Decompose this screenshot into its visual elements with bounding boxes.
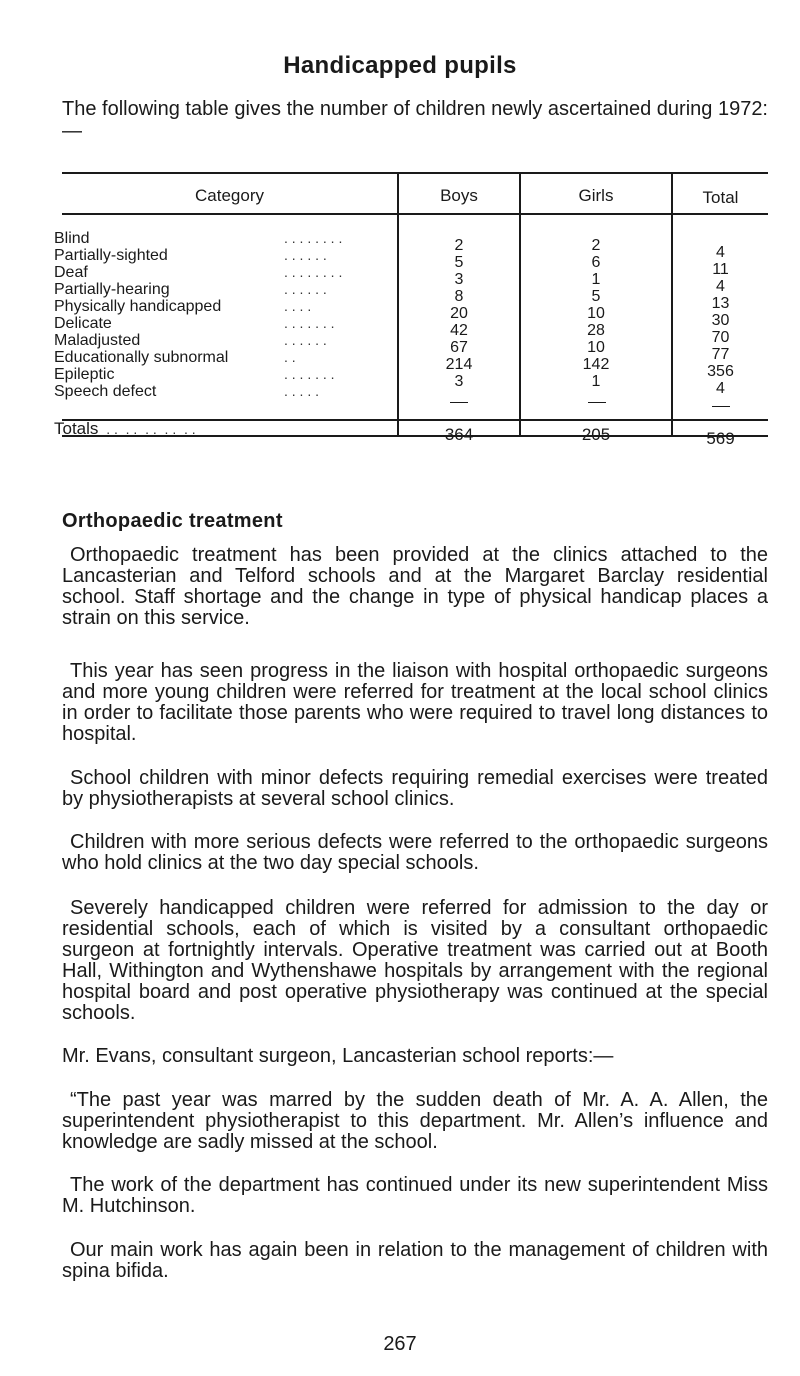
boys-cell: 2 [454, 237, 464, 254]
total-cell: 4 [716, 278, 725, 295]
quote-paragraph: The work of the department has continued under its new superintendent Miss M. Hutchinson. [62, 1174, 768, 1217]
category-label: Partially-sighted [54, 247, 168, 264]
total-cell: 4 [716, 244, 725, 261]
section-heading: Orthopaedic treatment [62, 510, 283, 532]
category-label: Deaf [54, 264, 88, 281]
boys-column [399, 237, 519, 390]
subtotal-dash [450, 402, 468, 403]
boys-cell: 5 [454, 254, 464, 271]
category-label: Partially-hearing [54, 281, 170, 298]
leader-dots: . . . . . . . . . . . . . . . . . . . . . . . . . . . . . . . . . . . . . . . . . . . . . . . . . . . . . . . . . . . [284, 230, 343, 399]
total-cell: 13 [711, 295, 730, 312]
girls-cell: 10 [587, 305, 605, 322]
paragraph: This year has seen progress in the liaison with hospital orthopaedic surgeons and more young children were referred for treatment at the local school clinics in order to facilitate those parents who were required to travel long distances to hospital. [62, 660, 768, 745]
totals-total: 569 [706, 429, 735, 448]
category-label: Speech defect [54, 383, 157, 400]
total-cell: 356 [707, 363, 734, 380]
paragraph: School children with minor defects requiring remedial exercises were treated by physiotherapists at several school clinics. [62, 767, 768, 810]
boys-cell: 42 [450, 322, 468, 339]
girls-cell: 5 [591, 288, 601, 305]
total-cell: 11 [712, 261, 729, 278]
header-category: Category [195, 186, 264, 205]
page-title: Handicapped pupils [283, 52, 517, 79]
paragraph: Severely handicapped children were referred for admission to the day or residential schools, each of which is visited by a consultant orthopaedic surgeon at fortnightly intervals. Operative treatment was carried out at Booth Hall, Withington and Wythenshawe hospitals by arrangement with the regional hospital board and post operative physiotherapy was continued at the special schools. [62, 897, 768, 1024]
totals-boys: 364 [444, 425, 474, 444]
boys-cell: 3 [454, 373, 464, 390]
quote-paragraph: “The past year was marred by the sudden death of Mr. A. A. Allen, the superintendent physiotherapist to this department. Mr. Allen’s influence and knowledge are sadly missed at the school. [62, 1089, 768, 1153]
handicapped-pupils-table [54, 166, 768, 448]
category-label: Physically handicapped [54, 298, 222, 315]
header-total: Total [702, 188, 739, 207]
boys-cell: 8 [454, 288, 464, 305]
girls-column [521, 237, 671, 390]
category-label: Blind [54, 230, 90, 247]
category-column [54, 230, 284, 400]
header-girls: Girls [578, 186, 614, 205]
total-column [673, 244, 768, 397]
paragraph: Mr. Evans, consultant surgeon, Lancasterian school reports:— [62, 1045, 614, 1067]
totals-girls: 205 [581, 425, 611, 444]
boys-cell: 67 [450, 339, 468, 356]
total-cell: 77 [711, 346, 730, 363]
boys-cell: 20 [450, 305, 468, 322]
totals-label: Totals . . . . . . . . . . [54, 419, 196, 438]
girls-cell: 10 [587, 339, 605, 356]
girls-cell: 1 [591, 271, 601, 288]
table-top-rule [62, 172, 768, 174]
total-cell: 4 [716, 380, 725, 397]
subtotal-dash [588, 402, 606, 403]
girls-cell: 1 [591, 373, 601, 390]
category-label: Delicate [54, 315, 112, 332]
page-number: 267 [383, 1333, 417, 1355]
boys-cell: 214 [445, 356, 473, 373]
boys-cell: 3 [454, 271, 464, 288]
category-label: Maladjusted [54, 332, 141, 349]
girls-cell: 2 [591, 237, 601, 254]
girls-cell: 142 [582, 356, 610, 373]
subtotal-dash [712, 406, 730, 407]
total-cell: 70 [711, 329, 730, 346]
paragraph: Orthopaedic treatment has been provided at the clinics attached to the Lancasterian and Telford schools and at the Margaret Barclay residential school. Staff shortage and the change in type of physical handicap places a strain on this service. [62, 544, 768, 629]
category-label: Educationally subnormal [54, 349, 229, 366]
table-header-rule [62, 213, 768, 215]
intro-text: The following table gives the number of children newly ascertained during 1972:— [62, 98, 768, 142]
paragraph: Children with more serious defects were referred to the orthopaedic surgeons who hold clinics at the two day special schools. [62, 831, 768, 874]
quote-paragraph: Our main work has again been in relation to the management of children with spina bifida. [62, 1239, 768, 1282]
category-label: Epileptic [54, 366, 115, 383]
total-cell: 30 [711, 312, 730, 329]
girls-cell: 28 [587, 322, 605, 339]
header-boys: Boys [440, 186, 478, 205]
girls-cell: 6 [591, 254, 601, 271]
